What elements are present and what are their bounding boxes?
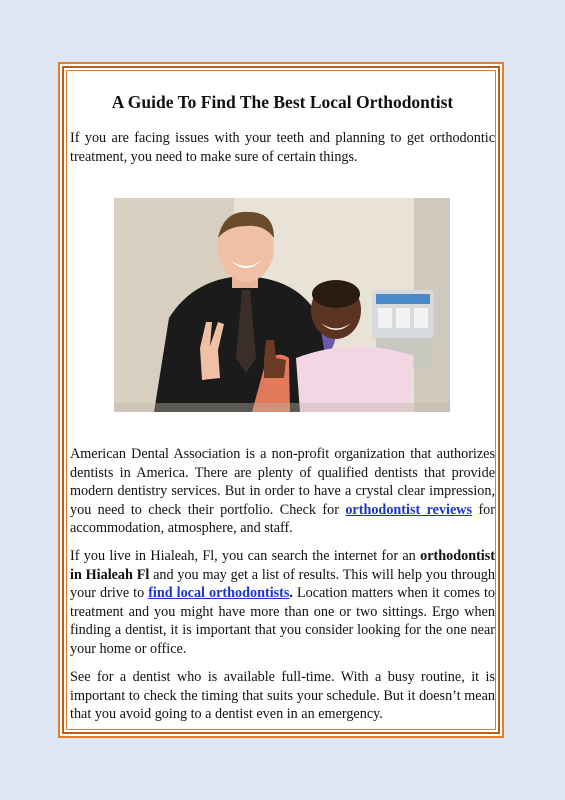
paragraph-hialeah-text: If you live in Hialeah, Fl, you can search the internet for an xyxy=(70,548,421,564)
paragraph-fulltime xyxy=(70,668,495,724)
link-period: . xyxy=(289,585,293,602)
document-title: A Guide To Find The Best Local Orthodontist xyxy=(111,92,454,112)
paragraph-hialeah-end: Location matters when it comes to treatment and you might have more than one or two sittings. Ergo when finding a dentist, it is important that you consider looking for the one near your home or office. xyxy=(70,585,495,657)
paragraph-ada-text-end: for accommodation, atmosphere, and staff. xyxy=(70,501,495,537)
paragraph-hialeah-middle: and you may get a list of results. This will help you through your drive to xyxy=(70,566,495,602)
find-local-orthodontists-link[interactable]: find local orthodontists xyxy=(148,585,290,602)
paragraph-hialeah xyxy=(70,547,495,659)
document-header xyxy=(70,92,495,166)
orthodontist-hialeah-bold: orthodontist in Hialeah Fl xyxy=(70,548,495,583)
paragraph-ada-text: American Dental Association is a non-profit organization that authorizes dentists in America. There are plenty of qualified dentists that provide modern dentistry services. But in order to have a crystal clear impression, you need to check their portfolio. Check for xyxy=(70,446,495,518)
orthodontist-reviews-link[interactable]: orthodontist reviews xyxy=(345,501,473,518)
paragraph-fulltime-text: See for a dentist who is available full-time. With a busy routine, it is important to check the timing that suits your schedule. But it doesn’t mean that you avoid going to a dentist even in an emergency. xyxy=(70,669,495,723)
paragraph-ada xyxy=(70,445,495,538)
intro-paragraph: If you are facing issues with your teeth and planning to get orthodontic treatment, you need to make sure of certain things. xyxy=(70,130,495,165)
dentist-with-child-photo xyxy=(114,198,450,412)
